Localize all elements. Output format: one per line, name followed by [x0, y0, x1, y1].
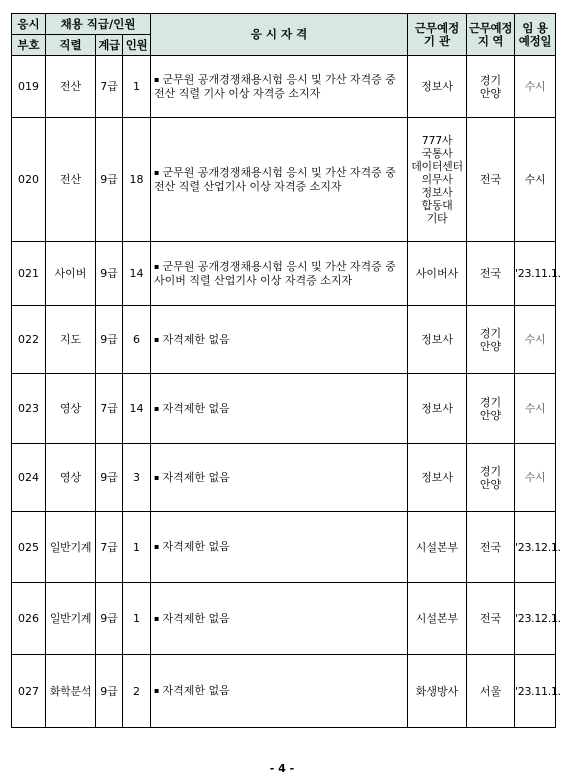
- header-number: 부호: [12, 35, 46, 56]
- cell-count: 2: [123, 655, 151, 728]
- cell-date: 수시: [515, 444, 556, 512]
- cell-date: '23.11.1.: [515, 655, 556, 728]
- cell-qualification: [151, 512, 408, 583]
- cell-date: '23.12.1.: [515, 583, 556, 655]
- cell-agency: [408, 56, 467, 118]
- header-date-line1: 임 용: [522, 20, 548, 35]
- cell-region: [467, 583, 515, 655]
- bullet-icon: ▪: [154, 168, 160, 177]
- qualification-text: 자격제한 없음: [162, 540, 230, 553]
- agency-line: 시설본부: [415, 612, 459, 625]
- table-row: [12, 444, 556, 512]
- table-row: [12, 374, 556, 444]
- header-region-line1: 근무예정: [468, 20, 513, 35]
- header-count: 인원: [123, 35, 151, 56]
- qualification-text: 자격제한 없음: [162, 611, 230, 625]
- cell-region: [467, 306, 515, 374]
- cell-count: 3: [123, 444, 151, 512]
- cell-grade: 9급: [96, 242, 123, 306]
- agency-line: 화생방사: [415, 684, 459, 698]
- cell-region: [467, 118, 515, 242]
- cell-grade: 9급: [96, 444, 123, 512]
- region-line: 경기: [479, 326, 502, 340]
- cell-date: 수시: [515, 374, 556, 444]
- cell-region: [467, 56, 515, 118]
- cell-grade: 9급: [96, 583, 123, 655]
- header-series: 직렬: [46, 35, 96, 56]
- region-line: 안양: [479, 86, 502, 100]
- agency-line: 정보사: [421, 402, 453, 415]
- cell-agency: [408, 242, 467, 306]
- cell-series: 전산: [46, 118, 96, 242]
- header-exam: 응시: [12, 14, 46, 35]
- cell-agency: [408, 512, 467, 583]
- cell-series: 일반기계: [46, 583, 96, 655]
- cell-date: 수시: [515, 118, 556, 242]
- cell-date: '23.11.1.: [515, 242, 556, 306]
- agency-line: 정보사: [421, 471, 453, 484]
- header-agency: [408, 14, 467, 56]
- region-line: 경기: [479, 464, 502, 478]
- header-date-line2: 예정일: [518, 33, 552, 48]
- cell-code: 020: [12, 118, 46, 242]
- header-date: [515, 14, 556, 56]
- agency-line: 데이터센터: [411, 160, 463, 173]
- recruitment-table: [11, 13, 561, 728]
- cell-count: 14: [123, 374, 151, 444]
- bullet-icon: ▪: [154, 334, 160, 344]
- cell-count: 1: [123, 56, 151, 118]
- region-line: 경기: [479, 73, 502, 87]
- header-agency-line2: 기 관: [423, 33, 451, 48]
- cell-grade: 9급: [96, 655, 123, 728]
- agency-line: 사이버사: [415, 267, 459, 280]
- cell-code: 023: [12, 374, 46, 444]
- agency-line: 시설본부: [415, 540, 459, 554]
- cell-agency: [408, 583, 467, 655]
- agency-line: 국통사: [421, 147, 453, 160]
- cell-count: 1: [123, 512, 151, 583]
- agency-line: 정보사: [421, 80, 453, 93]
- cell-qualification: [151, 56, 408, 118]
- qualification-text: 자격제한 없음: [162, 684, 230, 697]
- agency-line: 정보사: [421, 333, 453, 346]
- cell-code: 027: [12, 655, 46, 728]
- cell-code: 026: [12, 583, 46, 655]
- bullet-icon: ▪: [154, 613, 160, 623]
- header-qualification: 응 시 자 격: [151, 14, 408, 56]
- cell-series: 사이버: [46, 242, 96, 306]
- region-line: 전국: [479, 173, 502, 186]
- region-line: 안양: [479, 477, 502, 491]
- cell-agency: [408, 118, 467, 242]
- cell-qualification: [151, 374, 408, 444]
- cell-agency: [408, 306, 467, 374]
- agency-line: 기타: [426, 212, 448, 225]
- cell-region: [467, 374, 515, 444]
- cell-region: [467, 512, 515, 583]
- cell-series: 영상: [46, 444, 96, 512]
- cell-agency: [408, 374, 467, 444]
- qualification-text: 군무원 공개경쟁채용시험 응시 및 가산 자격증 중 사이버 직렬 산업기사 이상 자격증 소지자: [154, 260, 396, 287]
- table-row: [12, 56, 556, 118]
- qualification-text: 군무원 공개경쟁채용시험 응시 및 가산 자격증 중 전산 직렬 기사 이상 자격증 소지자: [154, 73, 396, 100]
- region-line: 전국: [479, 540, 502, 554]
- qualification-text: 자격제한 없음: [162, 401, 230, 415]
- cell-code: 019: [12, 56, 46, 118]
- cell-grade: 7급: [96, 374, 123, 444]
- bullet-icon: ▪: [154, 686, 160, 695]
- cell-series: 전산: [46, 56, 96, 118]
- region-line: 서울: [479, 684, 502, 698]
- header-row-1: [12, 14, 556, 35]
- bullet-icon: ▪: [154, 75, 160, 84]
- table-row: [12, 242, 556, 306]
- cell-qualification: [151, 655, 408, 728]
- header-recruit: 채용 직급/인원: [46, 14, 151, 35]
- table-row: [12, 512, 556, 583]
- region-line: 전국: [479, 267, 502, 280]
- cell-grade: 9급: [96, 118, 123, 242]
- header-agency-line1: 근무예정: [414, 20, 460, 35]
- cell-grade: 7급: [96, 56, 123, 118]
- header-region-line2: 지 역: [477, 33, 504, 48]
- table-row: [12, 583, 556, 655]
- region-line: 안양: [479, 408, 502, 422]
- cell-code: 021: [12, 242, 46, 306]
- qualification-text: 자격제한 없음: [162, 470, 230, 484]
- cell-qualification: [151, 118, 408, 242]
- cell-series: 화학분석: [46, 655, 96, 728]
- cell-qualification: [151, 583, 408, 655]
- region-line: 전국: [479, 612, 502, 625]
- bullet-icon: ▪: [154, 403, 160, 413]
- cell-count: 1: [123, 583, 151, 655]
- cell-grade: 7급: [96, 512, 123, 583]
- cell-agency: [408, 655, 467, 728]
- table-row: [12, 655, 556, 728]
- bullet-icon: ▪: [154, 542, 160, 551]
- cell-qualification: [151, 444, 408, 512]
- cell-date: '23.12.1.: [515, 512, 556, 583]
- cell-count: 18: [123, 118, 151, 242]
- page-number: - 4 -: [269, 762, 295, 775]
- cell-date: 수시: [515, 306, 556, 374]
- cell-agency: [408, 444, 467, 512]
- bullet-icon: ▪: [154, 472, 160, 482]
- cell-qualification: [151, 306, 408, 374]
- agency-line: 의무사: [421, 173, 453, 186]
- cell-code: 024: [12, 444, 46, 512]
- header-region: [467, 14, 515, 56]
- table-row: [12, 118, 556, 242]
- cell-region: [467, 242, 515, 306]
- cell-region: [467, 655, 515, 728]
- cell-grade: 9급: [96, 306, 123, 374]
- cell-count: 14: [123, 242, 151, 306]
- bullet-icon: ▪: [154, 262, 160, 271]
- region-line: 안양: [479, 339, 502, 353]
- cell-qualification: [151, 242, 408, 306]
- agency-line: 합동대: [421, 199, 453, 212]
- agency-line: 777사: [421, 134, 453, 147]
- qualification-text: 군무원 공개경쟁채용시험 응시 및 가산 자격증 중 전산 직렬 산업기사 이상 자격증 소지자: [154, 166, 396, 193]
- qualification-text: 자격제한 없음: [162, 332, 230, 346]
- cell-code: 025: [12, 512, 46, 583]
- cell-series: 영상: [46, 374, 96, 444]
- cell-region: [467, 444, 515, 512]
- table-row: [12, 306, 556, 374]
- header-grade: 계급: [96, 35, 123, 56]
- agency-line: 정보사: [421, 186, 453, 199]
- cell-count: 6: [123, 306, 151, 374]
- region-line: 경기: [479, 395, 502, 409]
- cell-series: 일반기계: [46, 512, 96, 583]
- cell-date: 수시: [515, 56, 556, 118]
- cell-series: 지도: [46, 306, 96, 374]
- cell-code: 022: [12, 306, 46, 374]
